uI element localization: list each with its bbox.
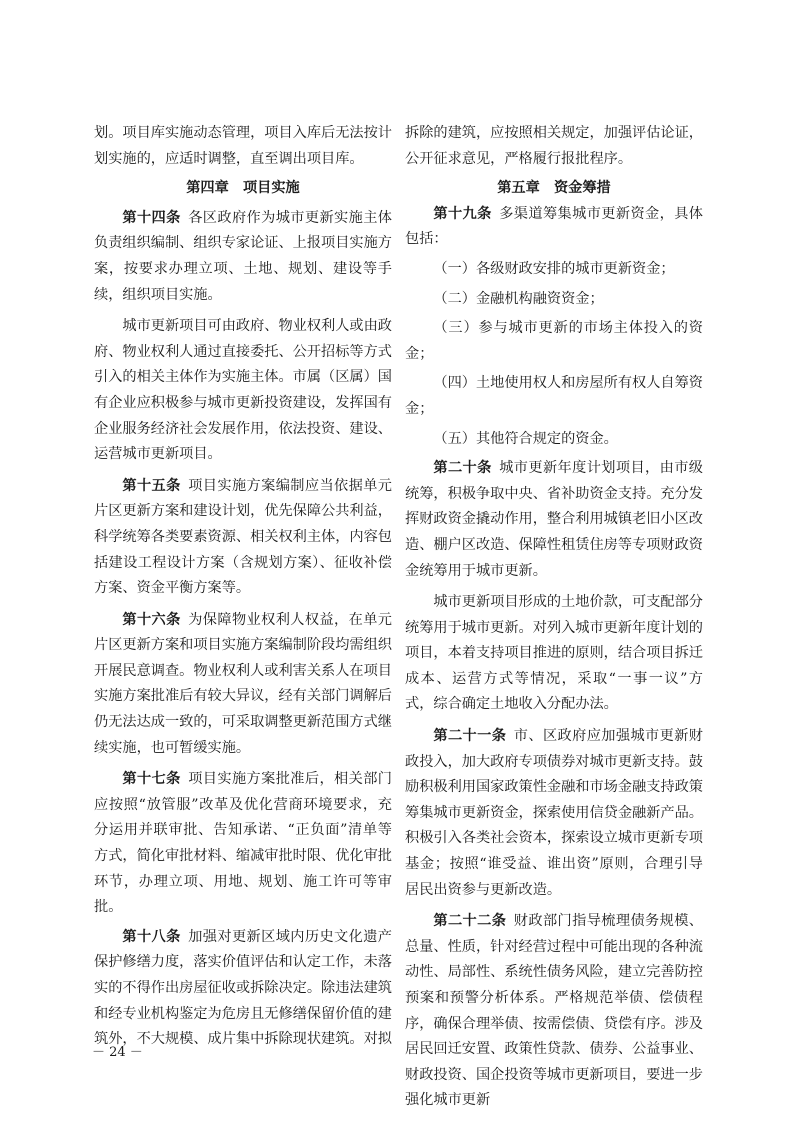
article-20-paragraph-2: 城市更新项目形成的土地价款，可支配部分统筹用于城市更新。对列入城市更新年度计划的项目，本着支持项目推进的原则，结合项目拆迁成本、运营方式等情况，采取“一事一议”方式，综合确定土地收入分配办法。 [405, 594, 703, 713]
article-label: 第二十二条 [433, 913, 507, 930]
article-label: 第十五条 [122, 477, 181, 494]
article-text: 财政部门指导梳理债务规模、总量、性质，针对经营过程中可能出现的各种流动性、局部性、系统性债务风险，建立完善防控预案和预警分析体系。严格规范举债、偿债程序，确保合理举债、按需偿债、贷偿有序。涉及居民回迁安置、政策性贷款、债券、公益事业、财政投资、国企投资等城市更新项目，要进一步强化城市更新 [405, 913, 703, 1109]
article-20 [405, 456, 703, 584]
article-21 [405, 724, 703, 903]
chapter-heading: 第四章 项目实施 [186, 180, 300, 197]
article-18 [94, 925, 392, 1053]
article-text: 市、区政府应加强城市更新财政投入，加大政府专项债券对城市更新支持。鼓励积极利用国家政策性金融和市场金融支持政策筹集城市更新资金，探索使用信贷金融新产品。积极引入各类社会资本，探索设立城市更新专项基金；按照“谁受益、谁出资”原则，合理引导居民出资参与更新改造。 [405, 728, 703, 898]
article-label: 第二十条 [433, 460, 492, 477]
article-16 [94, 608, 392, 762]
article-text: 城市更新年度计划项目，由市级统筹，积极争取中央、省补助资金支持。充分发挥财政资金撬动作用，整合利用城镇老旧小区改造、棚户区改造、保障性租赁住房等专项财政资金统筹用于城市更新。 [405, 460, 703, 579]
continued-paragraph: 划。项目库实施动态管理，项目入库后无法按计划实施的，应适时调整，直至调出项目库。 [94, 125, 392, 167]
article-label: 第十六条 [122, 611, 181, 628]
article-label: 第十七条 [122, 771, 181, 788]
list-item: （三）参与城市更新的市场主体投入的资金； [405, 320, 703, 362]
article-label: 第二十一条 [433, 728, 507, 745]
article-text: 为保障物业权利人权益，在单元片区更新方案和项目实施方案编制阶段均需组织开展民意调查。物业权利人或利害关系人在项目实施方案批准后有较大异议，经有关部门调解后仍无法达成一致的，可采取调整更新范围方式继续实施，也可暂缓实施。 [94, 611, 392, 756]
left-column [94, 121, 392, 1053]
list-item: （四）土地使用权人和房屋所有权人自筹资金； [405, 375, 703, 417]
article-text: 项目实施方案编制应当依据单元片区更新方案和建设计划，优先保障公共利益，科学统筹各类要素资源、相关权利主体，内容包括建设工程设计方案（含规划方案）、征收补偿方案、资金平衡方案等。 [94, 477, 392, 597]
right-column [405, 121, 703, 1114]
chapter-heading: 第五章 资金筹措 [497, 180, 611, 197]
article-label: 第十九条 [433, 205, 492, 222]
list-item: （一）各级财政安排的城市更新资金； [433, 260, 675, 277]
article-text: 项目实施方案批准后，相关部门应按照“放管服”改革及优化营商环境要求，充分运用并联审批、告知承诺、“正负面”清单等方式，简化审批材料、缩减审批时限、优化审批环节，办理立项、用地、规划、施工许可等审批。 [94, 771, 392, 916]
continued-paragraph: 拆除的建筑，应按照相关规定，加强评估论证，公开征求意见，严格履行报批程序。 [405, 125, 703, 167]
article-14 [94, 206, 392, 308]
article-17 [94, 767, 392, 921]
list-item: （五）其他符合规定的资金。 [433, 430, 618, 447]
article-text: 多渠道筹集城市更新资金，具体包括： [405, 205, 703, 248]
article-text: 各区政府作为城市更新实施主体负责组织编制、组织专家论证、上报项目实施方案，按要求办理立项、土地、规划、建设等手续，组织项目实施。 [94, 209, 392, 303]
article-14-paragraph-2: 城市更新项目可由政府、物业权利人或由政府、物业权利人通过直接委托、公开招标等方式引入的相关主体作为实施主体。市属（区属）国有企业应积极参与城市更新投资建设，发挥国有企业服务经济社会发展作用，依法投资、建设、运营城市更新项目。 [94, 318, 392, 463]
article-label: 第十八条 [122, 928, 181, 945]
article-label: 第十四条 [122, 209, 181, 226]
page-number: － 24 － [92, 1045, 143, 1060]
list-item: （二）金融机构融资资金； [433, 290, 604, 307]
article-text: 加强对更新区域内历史文化遗产保护修缮力度，落实价值评估和认定工作，未落实的不得作出房屋征收或拆除决定。除违法建筑和经专业机构鉴定为危房且无修缮保留价值的建筑外，不大规模、成片集中拆除现状建筑。对拟 [94, 928, 392, 1048]
article-22 [405, 909, 703, 1114]
article-15 [94, 474, 392, 602]
article-19 [405, 202, 703, 253]
